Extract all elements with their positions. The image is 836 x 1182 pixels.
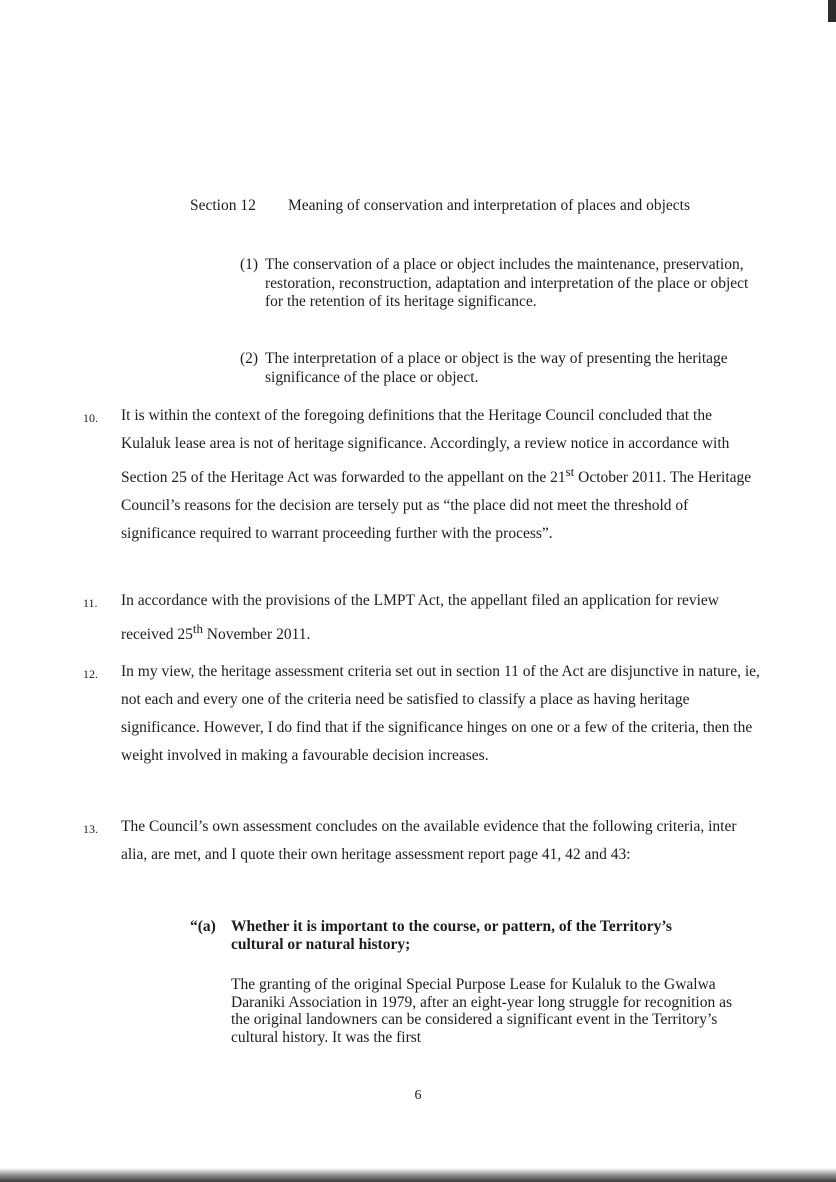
subsection-label: (2) <box>240 350 259 367</box>
quote-label: “(a) <box>190 918 216 935</box>
subsection-text: The conservation of a place or object includes the maintenance, preservation, restoration, reconstruction, adaptation and interpretation of the place or object for the retention of its heritage significance. <box>265 256 749 310</box>
paragraph-number: 13. <box>83 822 98 836</box>
section-number: Section 12 <box>190 197 256 214</box>
section-title: Meaning of conservation and interpretation of places and objects <box>288 197 691 214</box>
paragraph-number: 11. <box>83 596 98 610</box>
paragraph-text: The Council’s own assessment concludes on the available evidence that the following criteria, inter alia, are met, and I quote their own heritage assessment report page 41, 42 and 43: <box>121 818 737 863</box>
subsection-text: The interpretation of a place or object is the way of presenting the heritage significance of the place or object. <box>265 350 728 386</box>
paragraph-text: In accordance with the provisions of the LMPT Act, the appellant filed an application for review received 25th November 2011. <box>121 592 719 644</box>
subsection-label: (1) <box>240 256 259 273</box>
quote-heading-text: Whether it is important to the course, or pattern, of the Territory’s cultural or natural history; <box>231 918 672 953</box>
paragraph-text: It is within the context of the foregoing definitions that the Heritage Council concluded that the Kulaluk lease area is not of heritage significance. Accordingly, a review notice in accordance with Section 25 of the Heritage Act was forwarded to the appellant on the 21st October 2011. The Heritage Council’s reasons for the decision are tersely put as “the place did not meet the threshold of significance required to warrant proceeding further with the process”. <box>121 407 752 543</box>
paragraph-number: 12. <box>83 667 98 681</box>
ordinal-suffix: st <box>565 464 575 479</box>
paragraph-text: In my view, the heritage assessment criteria set out in section 11 of the Act are disjunctive in nature, ie, not each and every one of the criteria need be satisfied to classify a place as having heritage significance. However, I do find that if the significance hinges on one or a few of the criteria, then the weight involved in making a favourable decision increases. <box>121 663 760 764</box>
ordinal-suffix: th <box>192 621 203 636</box>
page-number: 6 <box>414 1088 422 1103</box>
scan-corner-mark <box>828 0 836 22</box>
paragraph-number: 10. <box>83 411 98 425</box>
scan-bottom-edge <box>0 1168 836 1182</box>
quote-body: The granting of the original Special Purpose Lease for Kulaluk to the Gwalwa Daraniki Association in 1979, after an eight-year long struggle for recognition as the original landowners can be considered a significant event in the Territory’s cultural history. It was the first <box>231 976 733 1046</box>
